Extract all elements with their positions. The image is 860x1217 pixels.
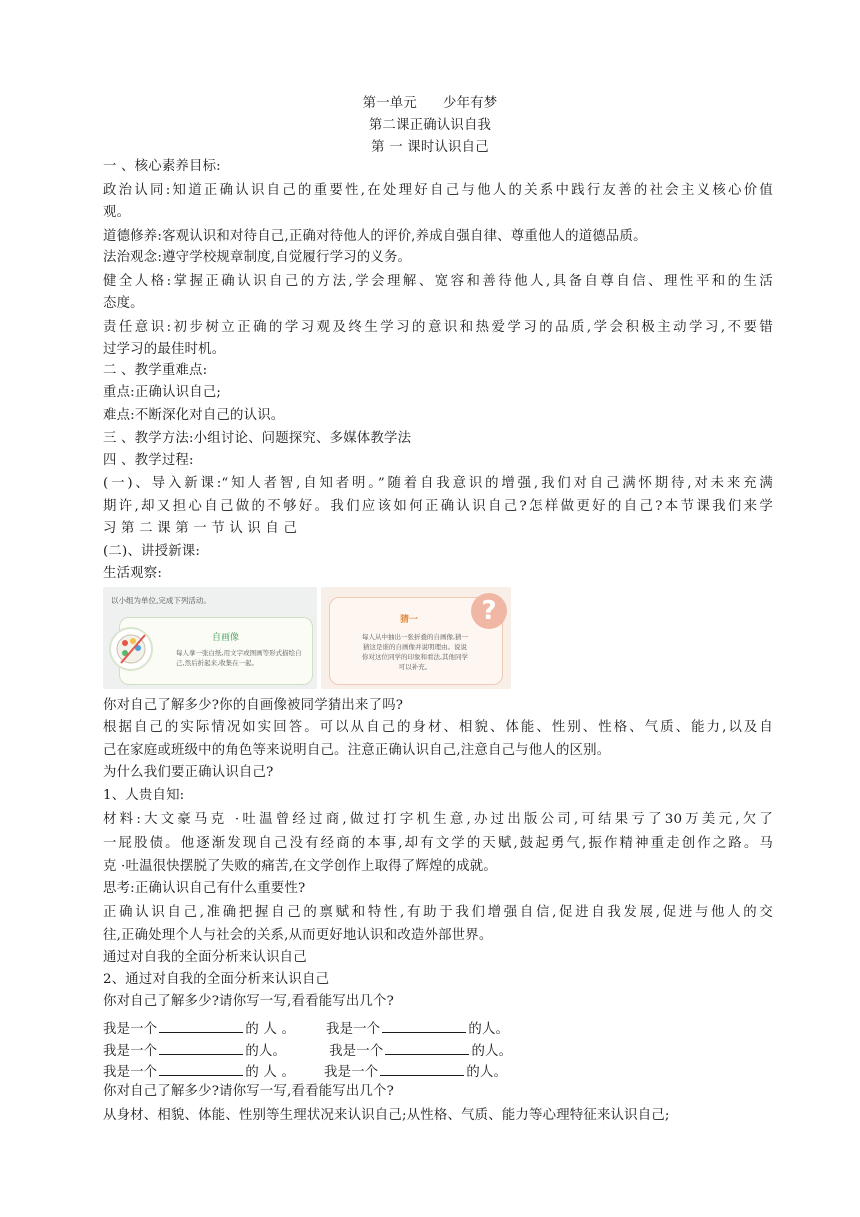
lesson-title: 第二课正确认识自我	[368, 118, 492, 133]
fill-suffix: 的 人 。	[245, 1022, 296, 1037]
fill-prefix: 我是一个	[103, 1044, 158, 1059]
fill-prefix: 我是一个	[103, 1022, 158, 1037]
key-point: 重点:正确认识自己;	[103, 385, 222, 400]
fill-in-row	[103, 1061, 773, 1083]
question: 你对自己了解多少?你的自画像被同学猜出来了吗?	[103, 698, 404, 713]
self-portrait-activity-image	[103, 587, 317, 689]
question: 你对自己了解多少?请你写一写,看看能写出几个?	[103, 1084, 395, 1099]
paragraph-line: 己在家庭或班级中的角色等来说明自己。注意正确认识自己,注意自己与他人的区别。	[103, 743, 611, 758]
card-title: 自画像	[212, 633, 240, 643]
card-title: 猜一	[400, 615, 419, 625]
question: 为什么我们要正确认识自己?	[103, 765, 274, 780]
card-text: 每人拿一张白纸,用文字或图画等形式描绘自己,然后折起来,收集在一起。	[176, 649, 302, 667]
unit-title	[0, 94, 860, 114]
section3-heading: 三 、教学方法:小组讨论、问题探究、多媒体教学法	[103, 431, 412, 446]
fill-blank[interactable]	[159, 1018, 243, 1033]
fill-prefix: 我是一个	[326, 1022, 381, 1037]
fill-suffix: 的人。	[245, 1044, 287, 1059]
fill-suffix: 的人。	[466, 1065, 508, 1080]
paragraph-line: 克 ·吐温很快摆脱了失败的痛苦,在文学创作上取得了辉煌的成就。	[103, 859, 497, 874]
paragraph-line: 根据自己的实际情况如实回答。可以从自己的身材、相貌、体能、性别、性格、气质、能力,以及自	[103, 720, 773, 735]
question: 思考:正确认识自己有什么重要性?	[103, 881, 306, 896]
fill-in-row	[103, 1040, 773, 1062]
fill-blank[interactable]	[159, 1061, 243, 1076]
paragraph-line: 过学习的最佳时机。	[103, 342, 226, 357]
paragraph-line: 通过对自我的全面分析来认识自己	[103, 950, 307, 965]
card-text: 每人从中抽出一张折叠的自画像,猜一猜这是谁的自画像并说明理由。说说你对这位同学的印象和看法,其他同学可以补充。	[361, 633, 469, 671]
fill-prefix: 我是一个	[329, 1044, 384, 1059]
paragraph-line: 道德修养:客观认识和对待自己,正确对待他人的评价,养成自强自律、尊重他人的道德品质。	[103, 229, 647, 244]
point-heading: 2、通过对自我的全面分析来认识自己	[103, 972, 330, 987]
subsection-heading: 生活观察:	[103, 566, 163, 581]
fill-prefix: 我是一个	[324, 1065, 379, 1080]
guess-activity-image	[321, 587, 511, 689]
fill-blank[interactable]	[385, 1040, 469, 1055]
paragraph-line: 材料:大文豪马克 ·吐温曾经过商,做过打字机生意,办过出版公司,可结果亏了30万美元,欠了	[103, 812, 773, 827]
fill-blank[interactable]	[380, 1061, 464, 1076]
paragraph-line: 政治认同:知道正确认识自己的重要性,在处理好自己与他人的关系中践行友善的社会主义核心价值	[103, 183, 773, 198]
fill-in-row	[103, 1018, 773, 1040]
fill-suffix: 的人。	[471, 1044, 513, 1059]
paragraph-line: 态度。	[103, 296, 144, 311]
palette-icon	[109, 627, 153, 671]
section2-heading: 二 、教学重难点:	[103, 363, 208, 378]
paragraph-line: 习 第 二 课 第 一 节 认 识 自 己	[103, 521, 298, 536]
paragraph-line: 观。	[103, 205, 131, 220]
section4-heading: 四 、教学过程:	[103, 453, 194, 468]
fill-suffix: 的人。	[468, 1022, 510, 1037]
paragraph-line: 期许,却又担心自己做的不够好。我们应该如何正确认识自己?怎样做更好的自己?本节课我们来学	[103, 499, 773, 514]
unit-subtitle-text: 少年有梦	[443, 96, 498, 111]
fill-blank[interactable]	[382, 1018, 466, 1033]
paragraph-line: 往,正确处理个人与社会的关系,从而更好地认识和改造外部世界。	[103, 928, 493, 943]
paragraph-line: 责任意识:初步树立正确的学习观及终生学习的意识和热爱学习的品质,学会积极主动学习,不要错	[103, 320, 773, 335]
question-mark-icon: ?	[471, 593, 507, 629]
period-title: 第 一 课时认识自己	[371, 140, 489, 155]
question: 你对自己了解多少?请你写一写,看看能写出几个?	[103, 994, 395, 1009]
paragraph-line: 从身材、相貌、体能、性别等生理状况来认识自己;从性格、气质、能力等心理特征来认识自己;	[103, 1108, 670, 1123]
difficult-point: 难点:不断深化对自己的认识。	[103, 408, 285, 423]
paragraph-line: 法治观念:遵守学校规章制度,自觉履行学习的义务。	[103, 250, 412, 265]
paragraph-line: 健全人格:掌握正确认识自己的方法,学会理解、宽容和善待他人,具备自尊自信、理性平和的生活	[103, 274, 773, 289]
section1-heading: 一 、核心素养目标:	[103, 159, 221, 174]
paragraph-line: 一屁股债。他逐渐发现自己没有经商的本事,却有文学的天赋,鼓起勇气,振作精神重走创作之路。马	[103, 836, 773, 851]
activity-caption: 以小组为单位,完成下列活动。	[111, 596, 211, 605]
fill-blank[interactable]	[159, 1040, 243, 1055]
unit-title-text: 第一单元	[362, 96, 417, 111]
fill-prefix: 我是一个	[103, 1065, 158, 1080]
fill-suffix: 的 人 。	[245, 1065, 296, 1080]
paragraph-line: 正确认识自己,准确把握自己的禀赋和特性,有助于我们增强自信,促进自我发展,促进与他人的交	[103, 905, 773, 920]
point-heading: 1、人贵自知:	[103, 788, 185, 803]
subsection-heading: (二)、讲授新课:	[103, 544, 201, 559]
paragraph-line: (一)、导入新课:“知人者智,自知者明。”随着自我意识的增强,我们对自己满怀期待,对未来充满	[103, 476, 773, 491]
